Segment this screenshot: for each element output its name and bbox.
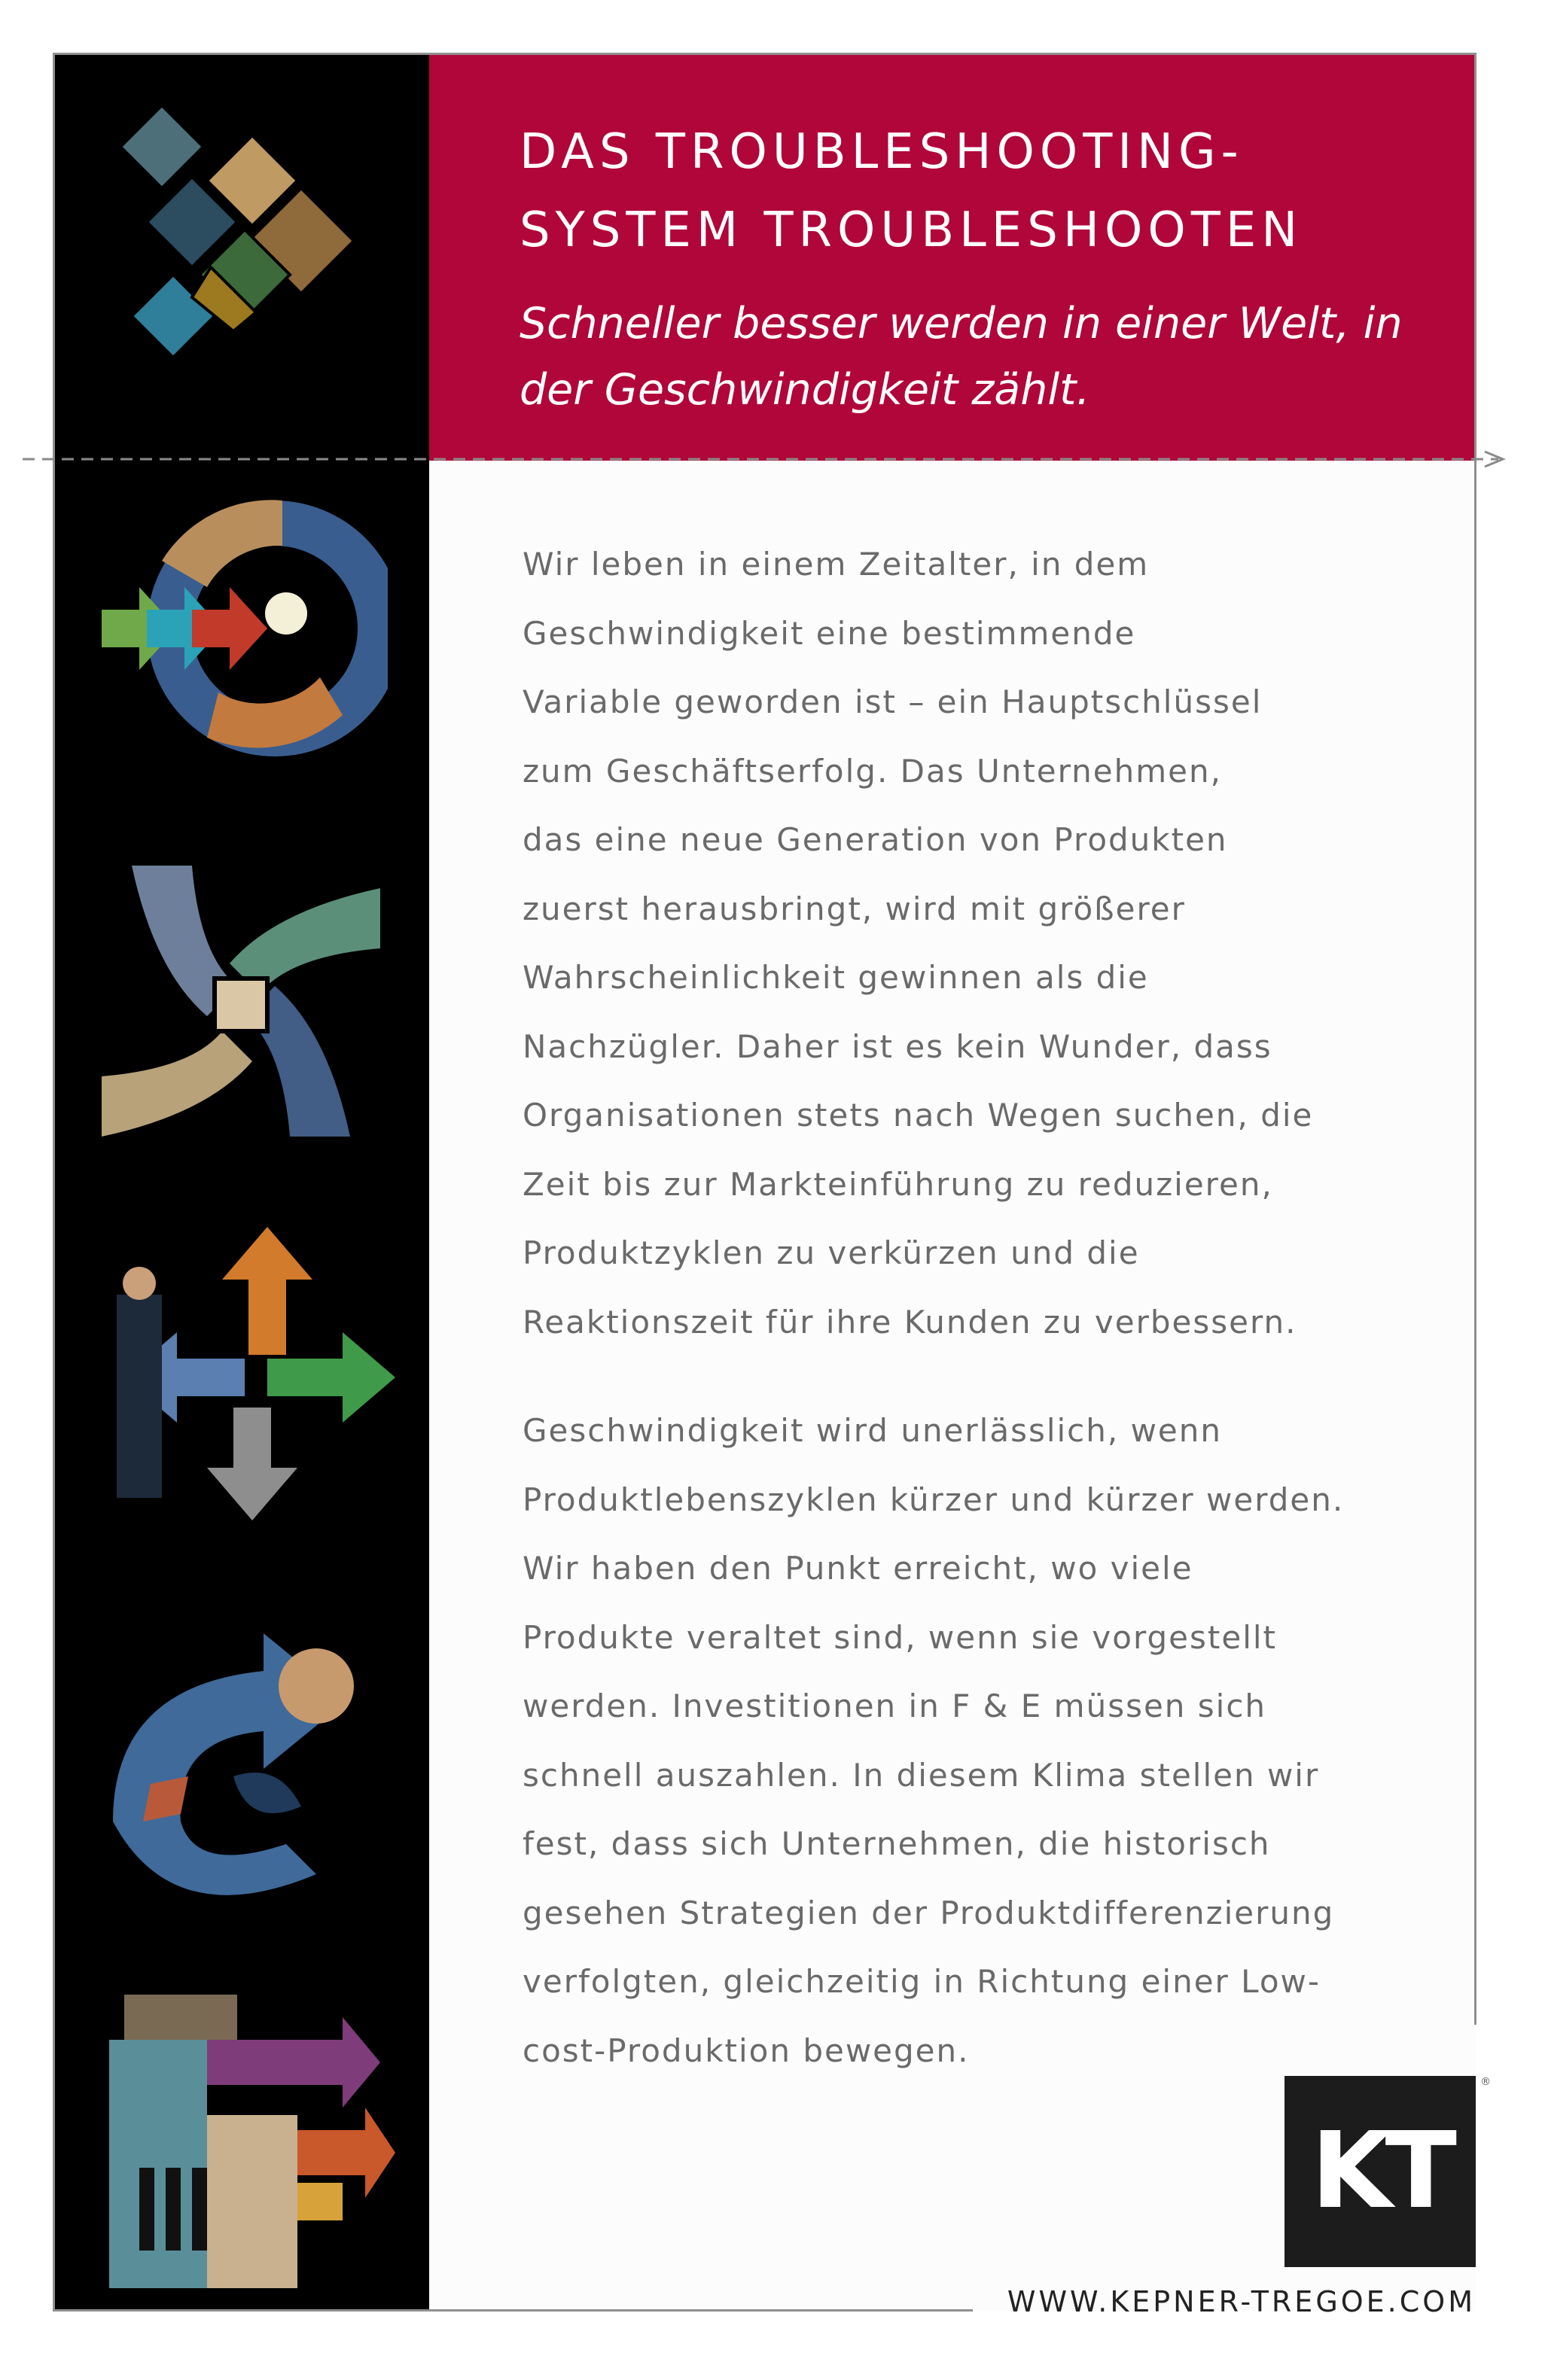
text-line: Geschwindigkeit eine bestimmende [523,614,1136,652]
sidebar [53,53,429,2311]
text-line: Wir haben den Punkt erreicht, wo viele [523,1550,1193,1587]
text-line: zum Geschäftserfolg. Das Unternehmen, [523,752,1222,790]
swirl-arrow-mosaic-icon [98,1603,392,1904]
left-border [53,53,55,2311]
text-line: Variable geworden ist – ein Hauptschlüssel [523,683,1263,720]
page-subtitle [520,291,1453,423]
registered-mark: ® [1480,2076,1491,2088]
bottom-border [53,2309,973,2312]
text-line: werden. Investitionen in F & E müssen sich [523,1688,1267,1724]
stair-arrows-mosaic-icon [94,1995,395,2288]
text-line: zuerst herausbringt, wird mit größerer [523,890,1186,927]
dashed-arrow-icon [0,449,1542,470]
text-line: verfolgten, gleichzeitig in Richtung einer Low- [523,1963,1321,2000]
subtitle-line: Schneller besser werden in einer Welt, in [520,299,1403,348]
text-line: Zeit bis zur Markteinführung zu reduzieren, [523,1165,1273,1203]
body-text [523,530,1464,2085]
logo-text: KT [1311,2110,1449,2232]
text-line: Nachzügler. Daher ist es kein Wunder, dass [523,1027,1272,1065]
text-line: Organisationen stets nach Wegen suchen, die [523,1097,1314,1134]
text-line: schnell auszahlen. In diesem Klima stellen wir [523,1756,1320,1794]
text-line: Produkte veraltet sind, wenn sie vorgestellt [523,1618,1278,1656]
subtitle-line: der Geschwindigkeit zählt. [520,365,1090,415]
text-line: Produktzyklen zu verkürzen und die [523,1234,1140,1271]
text-line: gesehen Strategien der Produktdifferenzierung [523,1894,1335,1931]
diamond-mosaic-icon [120,105,376,361]
paragraph [523,1396,1464,2085]
text-line: Wir leben in einem Zeitalter, in dem [523,546,1150,583]
title-line: DAS TROUBLESHOOTING- [520,124,1244,180]
website-url[interactable]: WWW.KEPNER-TREGOE.COM [1007,2285,1476,2318]
text-line: Geschwindigkeit wird unerlässlich, wenn [523,1412,1223,1449]
crossroads-arrows-mosaic-icon [94,1227,395,1520]
circular-arrows-mosaic-icon [94,489,388,768]
text-line: das eine neue Generation von Produkten [523,821,1228,858]
text-line: fest, dass sich Unternehmen, die historisch [523,1825,1271,1862]
text-line: Wahrscheinlichkeit gewinnen als die [523,959,1149,996]
top-border [53,53,1476,55]
right-border [1474,53,1476,2025]
text-line: Produktlebenszyklen kürzer und kürzer werden. [523,1481,1345,1518]
logo [1284,2076,1476,2267]
four-curved-arrows-mosaic-icon [94,858,388,1144]
paragraph [523,530,1464,1356]
title-line: SYSTEM TROUBLESHOOTEN [520,202,1303,258]
page-title [520,113,1453,269]
text-line: cost-Produktion bewegen. [523,2032,970,2069]
text-line: Reaktionszeit für ihre Kunden zu verbessern. [523,1303,1297,1341]
